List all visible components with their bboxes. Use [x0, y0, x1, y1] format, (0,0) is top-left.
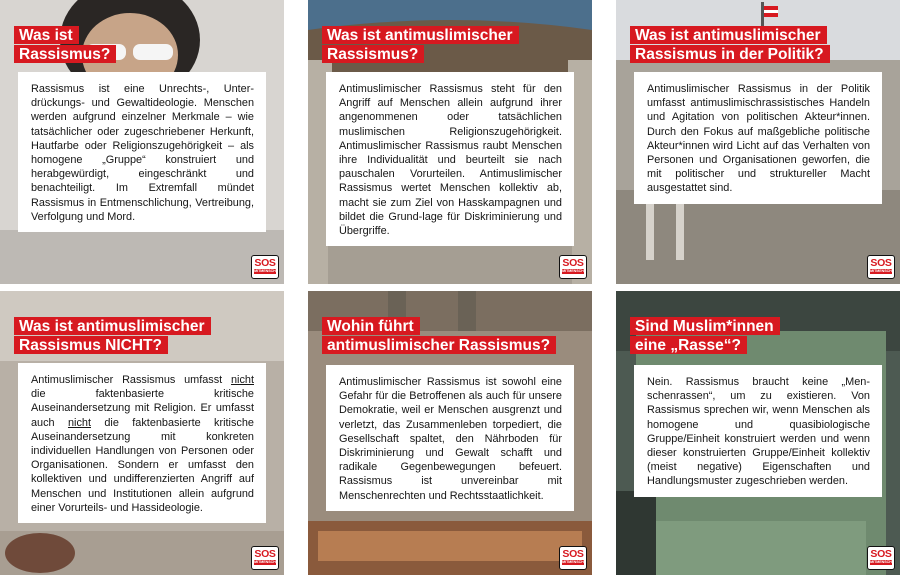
tile-title: [14, 317, 278, 355]
tile-title: [14, 26, 278, 64]
title-line: Rassismus in der Politik?: [630, 45, 830, 63]
tile-rassismus-in-der-politik: [616, 0, 900, 284]
sos-mitmensch-logo: SOS MITMENSCH: [559, 546, 587, 570]
text-card: [634, 365, 882, 497]
title-line: Rassismus?: [14, 45, 116, 63]
tile-muslim-innen-rasse: [616, 291, 900, 575]
title-line: eine „Rasse“?: [630, 336, 747, 354]
text-segment: die faktenbasierte kritische Auseinandersetzung mit Religion. Er umfasst auch: [31, 388, 254, 429]
tile-title: [322, 317, 586, 355]
text-segment: Nein. Rassismus braucht keine „Menschenrassen“, um zu existieren. Von Rassismus sprechen wir, wenn Menschen als homogene und quasibiologische Gruppe/Einheit konstruiert werden und wenn dieser konstruierten Gruppe/Einheit kollektiv (meist negative) Eigenschaften und Handlungsmuster zugeschrieben werden.: [647, 376, 870, 488]
tile-antimuslimischer-rassismus: [308, 0, 592, 284]
title-line: Wohin führt: [322, 317, 420, 335]
sos-mitmensch-logo: SOS MITMENSCH: [251, 255, 279, 279]
body-text: [339, 375, 562, 503]
text-card: [18, 363, 266, 523]
sos-mitmensch-logo: SOS MITMENSCH: [867, 255, 895, 279]
text-segment: Rassismus ist eine Unrechts-, Unterdrückungs- und Gewaltideologie. Menschen werden aufgrund einzelner Merkmale – wie tatsächlicher oder zugeschriebener Herkunft, Hautfarbe oder Religionszugehörigkeit – als homogene „Gruppe“ konstruiert und herabgewürdigt, eingeschränkt und benachteiligt. Im Extremfall mündet Rassismus in Entmenschlichung, Vertreibung, Verfolgung und Mord.: [31, 83, 254, 223]
body-text: [339, 82, 562, 238]
text-card: [18, 72, 266, 232]
text-segment: Antimuslimischer Rassismus in der Politik umfasst antimuslimischrassistisches Handeln und Agitation von politischen Akteur*innen. Durch den Fokus auf maßgebliche politische Akteur*innen wird Licht auf das Verhalten von Personen und Organisationen geworfen, die mit politischer und struktureller Macht ausgestattet sind.: [647, 83, 870, 195]
sos-mitmensch-logo: SOS MITMENSCH: [251, 546, 279, 570]
tile-rassismus-nicht: [0, 291, 284, 575]
tile-was-ist-rassismus: [0, 0, 284, 284]
text-segment: Antimuslimischer Rassismus ist sowohl eine Gefahr für die Betroffenen als auch für unsere Demokratie, weil er Menschen ausgrenzt und verletzt, das Zusammenleben torpediert, die Gesellschaft spaltet, den Nährboden für Diskriminierung und Gewalt schafft und radikale Gegenbewegungen befeuert. Rassismus ist unvereinbar mit Menschenrechten und Rechtsstaatlichkeit.: [339, 376, 562, 502]
body-text: [31, 82, 254, 224]
sos-mitmensch-logo: SOS MITMENSCH: [559, 255, 587, 279]
tile-title: [322, 26, 586, 64]
text-segment: Antimuslimischer Rassismus steht für den Angriff auf Menschen allein aufgrund ihrer angenommenen oder tatsächlichen muslimischen Religionszugehörigkeit. Antimuslimischer Rassismus raubt Menschen ihre Individualität und beurteilt sie nach pauschalen Vorurteilen. Antimuslimischer Rassismus wertet Menschen kollektiv ab, macht sie zum Ziel von Hasskampagnen und bildet die Grund-lage für Diskriminierung und Übergriffe.: [339, 83, 562, 238]
title-line: Sind Muslim*innen: [630, 317, 780, 335]
title-line: Rassismus NICHT?: [14, 336, 168, 354]
text-segment: die faktenbasierte kritische Auseinandersetzung mit konkreten individuellen Handlungen von Personen oder Organisationen. Sondern er umfasst den kollektiven und undifferenzierten Angriff auf Menschen und Institutionen allein aufgrund einer Vorurteils- und Hassideologie.: [31, 416, 254, 514]
text-card: [326, 365, 574, 511]
emphasis-underline: nicht: [67, 416, 91, 429]
title-line: antimuslimischer Rassismus?: [322, 336, 556, 354]
body-text: [647, 82, 870, 196]
tile-wohin-fuehrt: [308, 291, 592, 575]
text-card: [326, 72, 574, 246]
tile-title: [630, 26, 894, 64]
title-line: Was ist: [14, 26, 79, 44]
sos-mitmensch-logo: SOS MITMENSCH: [867, 546, 895, 570]
text-segment: Antimuslimischer Rassismus umfasst: [31, 374, 231, 386]
body-text: [647, 375, 870, 489]
text-card: [634, 72, 882, 204]
body-text: [31, 373, 254, 515]
title-line: Was ist antimuslimischer: [14, 317, 211, 335]
emphasis-underline: nicht: [230, 374, 254, 386]
tile-title: [630, 317, 894, 355]
title-line: Was ist antimuslimischer: [630, 26, 827, 44]
title-line: Rassismus?: [322, 45, 424, 63]
title-line: Was ist antimuslimischer: [322, 26, 519, 44]
